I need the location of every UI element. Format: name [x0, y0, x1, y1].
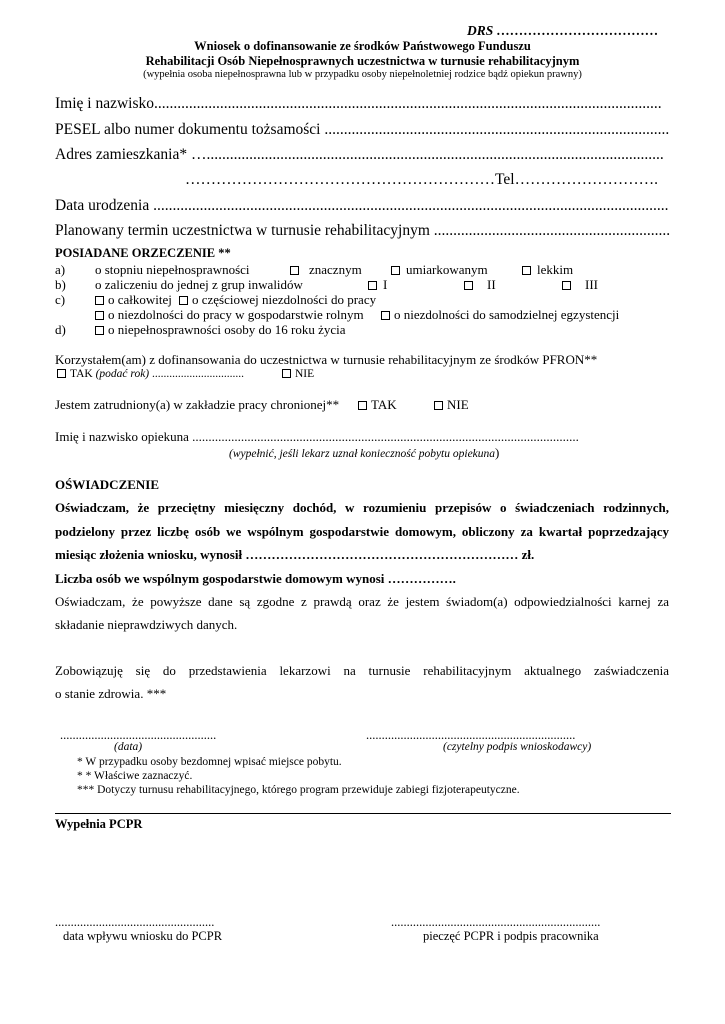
pcpr-heading: Wypełnia PCPR	[55, 817, 143, 831]
checkbox-label: o niezdolności do pracy w gospodarstwie rolnym	[108, 307, 364, 322]
checkbox-employed-tak[interactable]	[358, 397, 397, 413]
applicant-signature-line[interactable]: ...................................................................	[366, 728, 576, 742]
checkbox-label: II	[487, 277, 496, 292]
checkbox-icon	[391, 266, 400, 275]
checkbox-group-ii[interactable]	[464, 277, 496, 293]
checkbox-samodzielna-egzystencja[interactable]	[381, 307, 619, 323]
checkbox-employed-nie[interactable]	[434, 397, 469, 413]
declaration-income-amount[interactable]: miesiąc złożenia wniosku, wynosił ……………………………………………………… zł.	[55, 547, 535, 562]
checkbox-do-16-roku[interactable]	[95, 322, 346, 338]
checkbox-label: lekkim	[537, 262, 574, 277]
checkbox-label: III	[585, 277, 598, 292]
checkbox-umiarkowanym[interactable]	[391, 262, 488, 278]
signature-caption: (czytelny podpis wnioskodawcy)	[443, 741, 592, 753]
checkbox-pfron-tak[interactable]	[57, 368, 244, 380]
date-signature-line[interactable]: ..................................................	[60, 728, 217, 742]
guardian-name-field[interactable]: Imię i nazwisko opiekuna .......................................................................................................................	[55, 429, 579, 444]
checkbox-label: NIE	[295, 368, 315, 380]
checkbox-lekkim[interactable]	[522, 262, 573, 278]
guardian-hint	[229, 445, 499, 461]
guardian-hint-paren: )	[495, 445, 500, 460]
checkbox-label: TAK	[70, 368, 93, 380]
form-title-line1: Wniosek o dofinansowanie ze środków Państwowego Funduszu	[194, 39, 531, 53]
pcpr-date-line[interactable]: ...................................................	[55, 915, 215, 929]
checkbox-icon	[95, 311, 104, 320]
guardian-hint-text: (wypełnić, jeśli lekarz uznał konieczność pobytu opiekuna	[229, 448, 496, 460]
checkbox-icon	[57, 369, 66, 378]
section-divider	[55, 813, 671, 814]
checkbox-label: NIE	[447, 397, 469, 412]
checkbox-icon	[95, 326, 104, 335]
declaration-truth-line1: Oświadczam, że powyższe dane są zgodne z prawdą oraz że jestem świadom(a) odpowiedzialności karnej za	[55, 594, 669, 609]
footnote-2: * * Właściwe zaznaczyć.	[77, 770, 193, 782]
checkbox-label: znacznym	[309, 262, 362, 277]
checkbox-label: o całkowitej	[108, 292, 172, 307]
year-input[interactable]: ................................	[152, 368, 245, 380]
health-obligation-line1: Zobowiązuję się do przedstawienia lekarzowi na turnusie rehabilitacyjnym aktualnego zaświadczenia	[55, 663, 669, 678]
option-letter-b: b)	[55, 277, 66, 292]
declaration-income-line1: Oświadczam, że przeciętny miesięczny dochód, w rozumieniu przepisów o świadczeniach rodzinnych,	[55, 500, 669, 515]
option-b-label: o zaliczeniu do jednej z grup inwalidów	[95, 277, 303, 292]
address-field[interactable]: Adres zamieszkania* …......................................................................................................................	[55, 146, 664, 163]
checkbox-group-i[interactable]	[368, 277, 387, 293]
drs-number: DRS ………………………………	[467, 23, 659, 38]
health-obligation-line2: o stanie zdrowia. ***	[55, 686, 167, 701]
checkbox-icon	[282, 369, 291, 378]
checkbox-icon	[464, 281, 473, 290]
declaration-heading: OŚWIADCZENIE	[55, 477, 160, 492]
checkbox-gospodarstwo-rolne[interactable]	[95, 307, 364, 323]
checkbox-group-iii[interactable]	[562, 277, 598, 293]
option-letter-d: d)	[55, 322, 66, 337]
birth-date-field[interactable]: Data urodzenia .....................................................................................................................................	[55, 197, 669, 214]
checkbox-label: o częściowej niezdolności do pracy	[192, 292, 377, 307]
address-phone-field[interactable]: ……………………………………………………Tel……………………….	[185, 171, 658, 188]
checkbox-icon	[368, 281, 377, 290]
declaration-income-line2: podzielony przez liczbę osób we wspólnym gospodarstwie domowym, obliczony za kwartał poprzedzający	[55, 524, 669, 539]
planned-term-field[interactable]: Planowany termin uczestnictwa w turnusie rehabilitacyjnym .............................................................	[55, 222, 671, 239]
checkbox-label: I	[383, 277, 388, 292]
option-letter-a: a)	[55, 262, 66, 277]
pesel-field[interactable]: PESEL albo numer dokumentu tożsamości .........................................................................................	[55, 121, 670, 138]
form-title-line2: Rehabilitacji Osób Niepełnosprawnych uczestnictwa w turnusie rehabilitacyjnym	[145, 54, 580, 68]
household-count-field[interactable]: Liczba osób we wspólnym gospodarstwie domowym wynosi …………….	[55, 571, 456, 586]
checkbox-icon	[179, 296, 188, 305]
form-subtitle: (wypełnia osoba niepełnosprawna lub w przypadku osoby niepełnoletniej rodzice bądź opiekun prawny)	[143, 69, 582, 80]
checkbox-pfron-nie[interactable]	[282, 368, 314, 380]
checkbox-label: o niepełnosprawności osoby do 16 roku życia	[108, 322, 346, 337]
checkbox-label: TAK	[371, 397, 397, 412]
date-caption: (data)	[114, 741, 143, 753]
name-field[interactable]: Imię i nazwisko...................................................................................................................................	[55, 95, 662, 112]
checkbox-icon	[562, 281, 571, 290]
declaration-truth-line2: składanie nieprawdziwych danych.	[55, 617, 238, 632]
footnote-1: * W przypadku osoby bezdomnej wpisać miejsce pobytu.	[77, 756, 342, 768]
checkbox-icon	[358, 401, 367, 410]
checkbox-icon	[522, 266, 531, 275]
checkbox-icon	[381, 311, 390, 320]
checkbox-icon	[290, 266, 299, 275]
checkbox-calkowitej[interactable]	[95, 292, 172, 308]
pcpr-date-caption: data wpływu wniosku do PCPR	[63, 929, 223, 943]
checkbox-label: umiarkowanym	[406, 262, 488, 277]
footnote-3: *** Dotyczy turnusu rehabilitacyjnego, którego program przewiduje zabiegi fizjoterapeutyczne.	[77, 784, 520, 796]
checkbox-czesciowej[interactable]	[179, 292, 376, 308]
year-hint: (podać rok)	[95, 368, 150, 380]
option-a-label: o stopniu niepełnosprawności	[95, 262, 250, 277]
pcpr-stamp-line[interactable]: ...................................................................	[391, 915, 601, 929]
pcpr-stamp-caption: pieczęć PCPR i podpis pracownika	[423, 929, 599, 943]
orzeczenie-heading: POSIADANE ORZECZENIE **	[55, 246, 231, 260]
option-letter-c: c)	[55, 292, 66, 307]
checkbox-icon	[95, 296, 104, 305]
employment-question: Jestem zatrudniony(a) w zakładzie pracy chronionej**	[55, 397, 340, 412]
checkbox-label: o niezdolności do samodzielnej egzystencji	[394, 307, 620, 322]
checkbox-icon	[434, 401, 443, 410]
pfron-question: Korzystałem(am) z dofinansowania do uczestnictwa w turnusie rehabilitacyjnym ze środków PFRON**	[55, 352, 598, 367]
checkbox-znacznym[interactable]	[290, 262, 362, 278]
